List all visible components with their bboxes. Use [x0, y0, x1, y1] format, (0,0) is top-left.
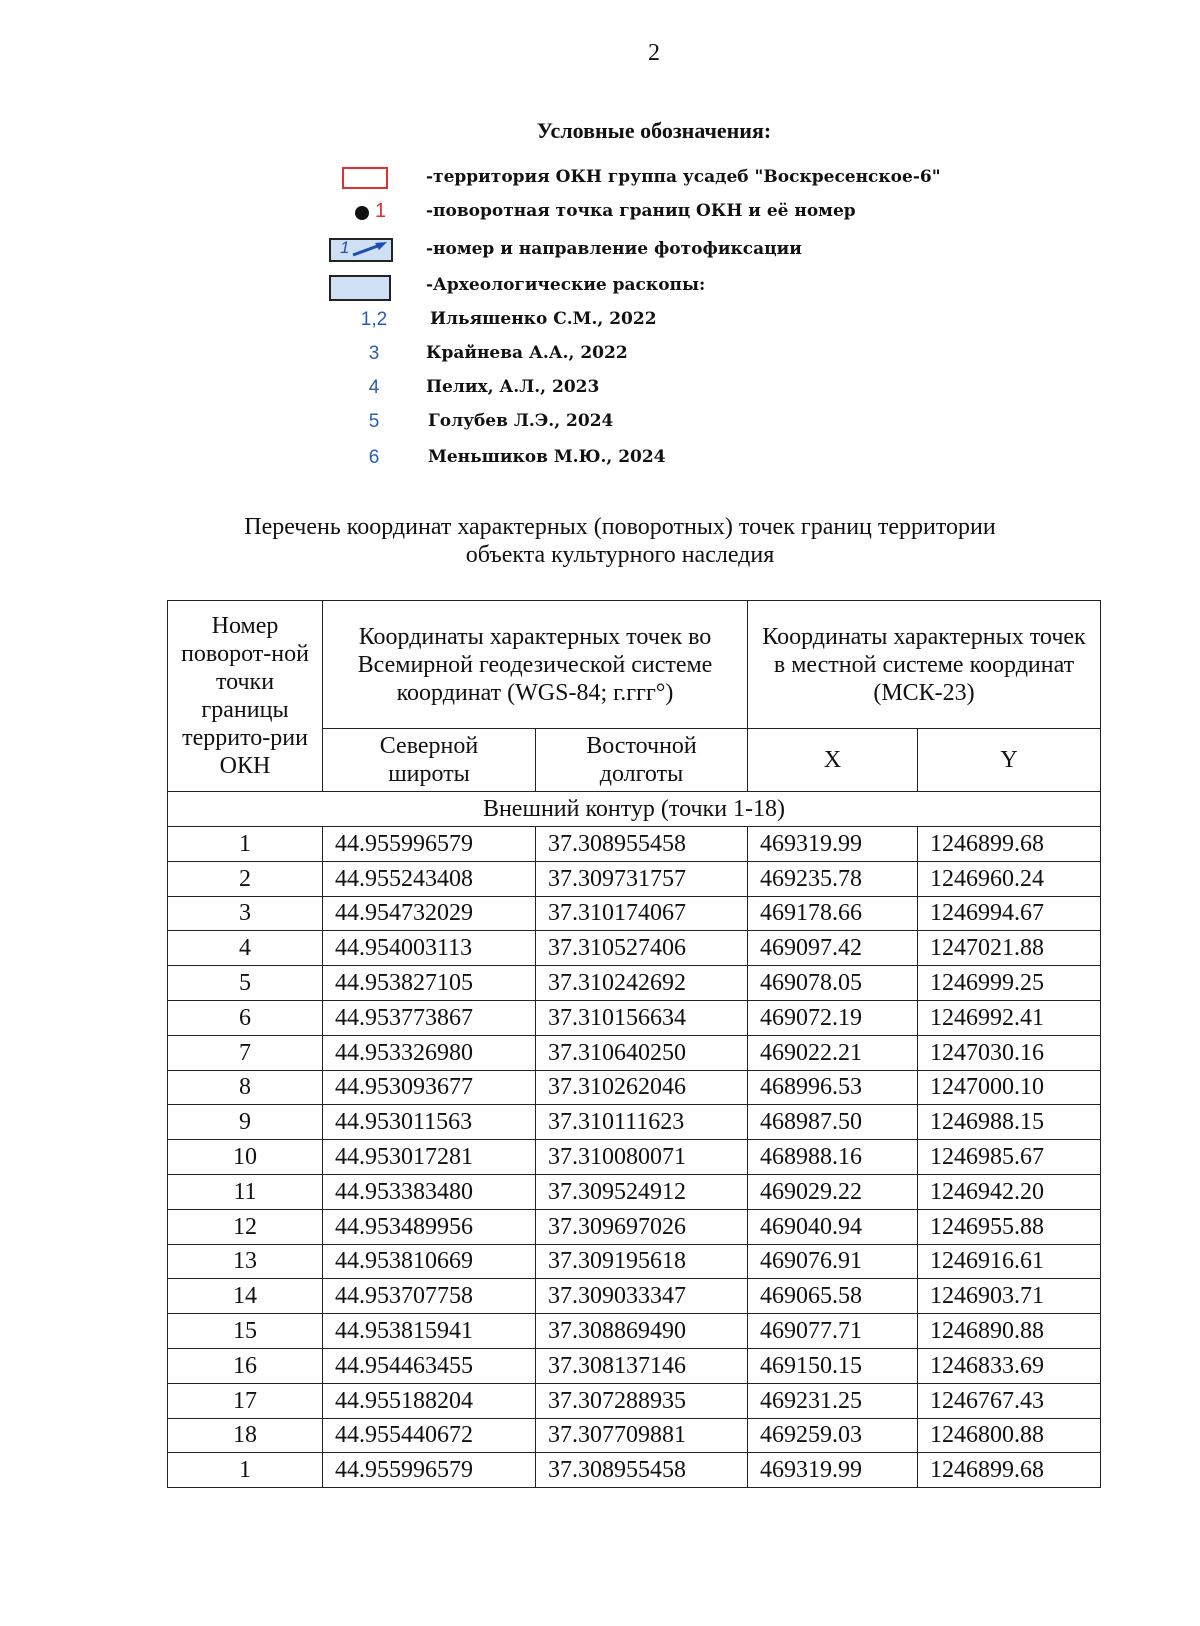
y-cell: 1246916.61 [918, 1244, 1101, 1279]
table-row [168, 1453, 1101, 1488]
table-row [168, 896, 1101, 931]
legend-label: -номер и направление фотофиксации [426, 239, 802, 259]
y-cell: 1246899.68 [918, 827, 1101, 862]
legend-item-excavations [342, 273, 1042, 301]
y-cell: 1246992.41 [918, 1000, 1101, 1035]
header-x: X [748, 729, 918, 792]
latitude-cell: 44.953773867 [323, 1000, 536, 1035]
table-row [168, 1174, 1101, 1209]
excavation-author: Меньшиков М.Ю., 2024 [428, 447, 666, 467]
point-number-cell: 16 [168, 1348, 323, 1383]
point-number-cell: 17 [168, 1383, 323, 1418]
point-number-cell: 6 [168, 1000, 323, 1035]
page-number: 2 [648, 40, 660, 66]
point-number-cell: 3 [168, 896, 323, 931]
table-row [168, 1418, 1101, 1453]
excavation-number: 1,2 [360, 309, 388, 330]
table-row [168, 1000, 1101, 1035]
y-cell: 1246890.88 [918, 1314, 1101, 1349]
longitude-cell: 37.310262046 [536, 1070, 748, 1105]
point-number-cell: 7 [168, 1035, 323, 1070]
point-number-cell: 10 [168, 1140, 323, 1175]
point-number-cell: 12 [168, 1209, 323, 1244]
latitude-cell: 44.953489956 [323, 1209, 536, 1244]
latitude-cell: 44.953707758 [323, 1279, 536, 1314]
legend-label: -территория ОКН группа усадеб "Воскресенское-6" [426, 167, 941, 187]
x-cell: 469029.22 [748, 1174, 918, 1209]
latitude-cell: 44.955996579 [323, 827, 536, 862]
latitude-cell: 44.953326980 [323, 1035, 536, 1070]
latitude-cell: 44.953810669 [323, 1244, 536, 1279]
point-number-cell: 8 [168, 1070, 323, 1105]
longitude-cell: 37.310111623 [536, 1105, 748, 1140]
longitude-cell: 37.308869490 [536, 1314, 748, 1349]
longitude-cell: 37.308955458 [536, 1453, 748, 1488]
point-number-cell: 9 [168, 1105, 323, 1140]
y-cell: 1246767.43 [918, 1383, 1101, 1418]
y-cell: 1246800.88 [918, 1418, 1101, 1453]
table-row [168, 861, 1101, 896]
header-y: Y [918, 729, 1101, 792]
longitude-cell: 37.307709881 [536, 1418, 748, 1453]
table-row [168, 827, 1101, 862]
excavation-author: Голубев Л.Э., 2024 [428, 411, 614, 431]
table-caption [160, 513, 1080, 569]
table-row [168, 1314, 1101, 1349]
x-cell: 469150.15 [748, 1348, 918, 1383]
longitude-cell: 37.310527406 [536, 931, 748, 966]
point-number-cell: 13 [168, 1244, 323, 1279]
latitude-cell: 44.955996579 [323, 1453, 536, 1488]
point-number-cell: 15 [168, 1314, 323, 1349]
caption-line-1: Перечень координат характерных (поворотных) точек границ территории [244, 514, 996, 540]
point-number-cell: 4 [168, 931, 323, 966]
excavation-number: 6 [368, 447, 380, 468]
longitude-cell: 37.307288935 [536, 1383, 748, 1418]
y-cell: 1247030.16 [918, 1035, 1101, 1070]
x-cell: 469078.05 [748, 966, 918, 1001]
header-latitude: Северной широты [323, 729, 536, 792]
caption-line-2: объекта культурного наследия [465, 542, 775, 568]
point-number-cell: 2 [168, 861, 323, 896]
table-row [168, 1070, 1101, 1105]
section-title: Внешний контур (точки 1-18) [168, 792, 1101, 827]
latitude-cell: 44.953011563 [323, 1105, 536, 1140]
point-number-cell: 14 [168, 1279, 323, 1314]
longitude-cell: 37.310080071 [536, 1140, 748, 1175]
legend-item-territory [342, 165, 1042, 193]
y-cell: 1246988.15 [918, 1105, 1101, 1140]
y-cell: 1247021.88 [918, 931, 1101, 966]
table-row [168, 1140, 1101, 1175]
latitude-cell: 44.953383480 [323, 1174, 536, 1209]
latitude-cell: 44.954732029 [323, 896, 536, 931]
excavation-item [342, 341, 1042, 369]
table-row [168, 931, 1101, 966]
latitude-cell: 44.955243408 [323, 861, 536, 896]
longitude-cell: 37.309195618 [536, 1244, 748, 1279]
excavation-area-icon [342, 273, 406, 301]
legend-label: -Археологические раскопы: [426, 275, 706, 295]
table-row [168, 1348, 1101, 1383]
latitude-cell: 44.955440672 [323, 1418, 536, 1453]
table-row [168, 1035, 1101, 1070]
excavation-number: 5 [368, 411, 380, 432]
point-number-cell: 5 [168, 966, 323, 1001]
photo-direction-icon: 1 [342, 237, 406, 265]
latitude-cell: 44.953093677 [323, 1070, 536, 1105]
turning-point-icon: 1 [342, 199, 406, 227]
point-number-cell: 11 [168, 1174, 323, 1209]
x-cell: 469072.19 [748, 1000, 918, 1035]
x-cell: 469319.99 [748, 827, 918, 862]
excavation-author: Крайнева А.А., 2022 [426, 343, 628, 363]
longitude-cell: 37.309731757 [536, 861, 748, 896]
excavation-number: 3 [368, 343, 380, 364]
x-cell: 469259.03 [748, 1418, 918, 1453]
y-cell: 1246903.71 [918, 1279, 1101, 1314]
excavation-item [342, 375, 1042, 403]
x-cell: 469077.71 [748, 1314, 918, 1349]
excavation-number: 4 [368, 377, 380, 398]
point-number-cell: 1 [168, 1453, 323, 1488]
x-cell: 468996.53 [748, 1070, 918, 1105]
point-number-cell: 1 [168, 827, 323, 862]
excavation-item [342, 445, 1042, 473]
table-row [168, 1383, 1101, 1418]
legend-label: -поворотная точка границ ОКН и её номер [426, 201, 856, 221]
header-msk23: Координаты характерных точек в местной системе координат (МСК-23) [748, 601, 1101, 729]
x-cell: 469022.21 [748, 1035, 918, 1070]
latitude-cell: 44.955188204 [323, 1383, 536, 1418]
table-row [168, 1244, 1101, 1279]
x-cell: 468988.16 [748, 1140, 918, 1175]
x-cell: 469040.94 [748, 1209, 918, 1244]
x-cell: 469235.78 [748, 861, 918, 896]
x-cell: 469319.99 [748, 1453, 918, 1488]
section-row [168, 792, 1101, 827]
point-number-cell: 18 [168, 1418, 323, 1453]
table-row [168, 966, 1101, 1001]
coordinates-table [167, 600, 1101, 1488]
longitude-cell: 37.309033347 [536, 1279, 748, 1314]
longitude-cell: 37.310156634 [536, 1000, 748, 1035]
y-cell: 1246994.67 [918, 896, 1101, 931]
territory-border-icon [342, 165, 406, 193]
excavation-item [342, 307, 1042, 335]
x-cell: 469065.58 [748, 1279, 918, 1314]
x-cell: 469076.91 [748, 1244, 918, 1279]
legend-item-photo-direction [342, 237, 1042, 265]
longitude-cell: 37.309697026 [536, 1209, 748, 1244]
legend-title: Условные обозначения: [536, 118, 772, 143]
table-row [168, 1105, 1101, 1140]
legend-item-turning-point [342, 199, 1042, 227]
y-cell: 1246955.88 [918, 1209, 1101, 1244]
y-cell: 1246985.67 [918, 1140, 1101, 1175]
y-cell: 1246999.25 [918, 966, 1101, 1001]
latitude-cell: 44.953017281 [323, 1140, 536, 1175]
header-point-number: Номер поворот-ной точки границы террито-рии ОКН [168, 601, 323, 792]
header-longitude: Восточной долготы [536, 729, 748, 792]
longitude-cell: 37.310242692 [536, 966, 748, 1001]
y-cell: 1246960.24 [918, 861, 1101, 896]
excavation-author: Пелих, А.Л., 2023 [426, 377, 600, 397]
y-cell: 1246942.20 [918, 1174, 1101, 1209]
x-cell: 468987.50 [748, 1105, 918, 1140]
longitude-cell: 37.310640250 [536, 1035, 748, 1070]
longitude-cell: 37.308955458 [536, 827, 748, 862]
y-cell: 1247000.10 [918, 1070, 1101, 1105]
excavation-author: Ильяшенко С.М., 2022 [430, 309, 657, 329]
longitude-cell: 37.310174067 [536, 896, 748, 931]
table-row [168, 1209, 1101, 1244]
excavation-item [342, 409, 1042, 437]
y-cell: 1246899.68 [918, 1453, 1101, 1488]
longitude-cell: 37.308137146 [536, 1348, 748, 1383]
header-wgs84: Координаты характерных точек во Всемирной геодезической системе координат (WGS-84; г.ггг°) [323, 601, 748, 729]
table-row [168, 1279, 1101, 1314]
latitude-cell: 44.953815941 [323, 1314, 536, 1349]
longitude-cell: 37.309524912 [536, 1174, 748, 1209]
y-cell: 1246833.69 [918, 1348, 1101, 1383]
x-cell: 469178.66 [748, 896, 918, 931]
latitude-cell: 44.954003113 [323, 931, 536, 966]
x-cell: 469231.25 [748, 1383, 918, 1418]
latitude-cell: 44.953827105 [323, 966, 536, 1001]
x-cell: 469097.42 [748, 931, 918, 966]
latitude-cell: 44.954463455 [323, 1348, 536, 1383]
